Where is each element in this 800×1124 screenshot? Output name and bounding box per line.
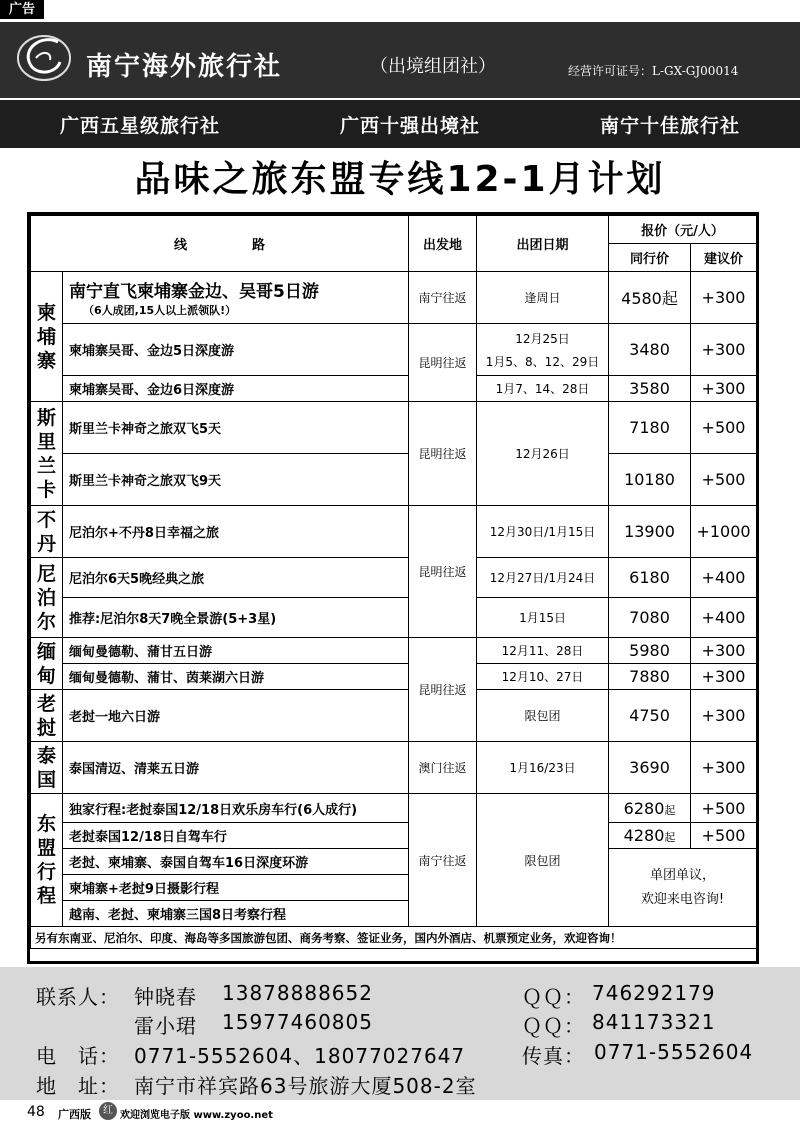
suggested-price: +500	[691, 454, 757, 506]
honors-bar	[0, 100, 800, 148]
peer-price: 6180	[609, 558, 691, 598]
honor-item: 广西十强出境社	[339, 114, 480, 137]
table-row	[31, 454, 757, 506]
page-number: 48	[27, 1104, 45, 1120]
suggested-price: +300	[691, 742, 757, 794]
contact-phone: 13878888652	[222, 981, 373, 1005]
tour-dates: 限包团	[477, 794, 609, 927]
peer-price: 5980	[609, 638, 691, 664]
peer-price: 7880	[609, 664, 691, 690]
contact-panel	[0, 967, 800, 1100]
route-name: 斯里兰卡神奇之旅双飞5天	[63, 402, 409, 454]
header-route: 线 路	[31, 216, 409, 272]
qq-label: ＱＱ：	[522, 1014, 585, 1038]
route-name: 泰国清迈、清莱五日游	[63, 742, 409, 794]
peer-price: 13900	[609, 506, 691, 558]
contact-person: 钟晓春	[134, 985, 197, 1009]
contact-label: 联系人：	[36, 985, 120, 1009]
table-row	[31, 638, 757, 664]
peer-price: 4280起	[609, 823, 691, 849]
tel-number: 0771-5552604、18077027647	[134, 1044, 466, 1068]
tour-dates: 限包团	[477, 690, 609, 742]
region-bhutan: 不 丹	[31, 506, 63, 558]
page-footer	[0, 1100, 800, 1124]
suggested-price: +400	[691, 558, 757, 598]
route-name: 推荐:尼泊尔8天7晚全景游(5+3星)	[63, 598, 409, 638]
contact-phone: 15977460805	[222, 1010, 373, 1034]
region-laos: 老 挝	[31, 690, 63, 742]
red-badge-icon: 红	[99, 1102, 117, 1120]
table-row	[31, 664, 757, 690]
region-nepal: 尼 泊 尔	[31, 558, 63, 638]
peer-price: 3480	[609, 324, 691, 376]
honor-item: 南宁十佳旅行社	[599, 114, 740, 137]
region-thailand: 泰 国	[31, 742, 63, 794]
suggested-price: +300	[691, 664, 757, 690]
table-row	[31, 849, 757, 875]
suggested-price: +300	[691, 690, 757, 742]
suggested-price: +500	[691, 823, 757, 849]
route-name: 尼泊尔6天5晚经典之旅	[63, 558, 409, 598]
route-name: 越南、老挝、柬埔寨三国8日考察行程	[63, 901, 409, 927]
suggested-price: +300	[691, 376, 757, 402]
route-name: 缅甸曼德勒、蒲甘五日游	[63, 638, 409, 664]
depart-city: 昆明往返	[409, 402, 477, 506]
route-name: 老挝、柬埔寨、泰国自驾车16日深度环游	[63, 849, 409, 875]
tour-dates: 1月15日	[477, 598, 609, 638]
license-number: 经营许可证号：L-GX-GJ00014	[568, 64, 739, 78]
header-banner	[0, 22, 800, 98]
depart-city: 澳门往返	[409, 742, 477, 794]
suggested-price: +300	[691, 324, 757, 376]
table-row	[31, 558, 757, 598]
negotiate-note: 单团单议， 欢迎来电咨询!	[609, 849, 757, 927]
website-link[interactable]: 欢迎浏览电子版 www.zyoo.net	[120, 1110, 273, 1121]
route-name: 柬埔寨+老挝9日摄影行程	[63, 875, 409, 901]
tour-dates: 1月16/23日	[477, 742, 609, 794]
route-name: 南宁直飞柬埔寨金边、吴哥5日游 （6人成团,15人以上派领队!）	[63, 272, 409, 324]
region-asean: 东 盟 行 程	[31, 794, 63, 927]
table-row	[31, 690, 757, 742]
table-row	[31, 402, 757, 454]
suggested-price: +500	[691, 402, 757, 454]
peer-price: 4580起	[609, 272, 691, 324]
header-peer-price: 同行价	[609, 244, 691, 272]
logo-swirl-icon	[14, 28, 74, 88]
depart-city: 南宁往返	[409, 794, 477, 927]
suggested-price: +500	[691, 794, 757, 823]
suggested-price: +300	[691, 272, 757, 324]
header-depart: 出发地	[409, 216, 477, 272]
table-row	[31, 324, 757, 376]
tour-dates: 12月27日/1月24日	[477, 558, 609, 598]
suggested-price: +1000	[691, 506, 757, 558]
route-name: 缅甸曼德勒、蒲甘、茵莱湖六日游	[63, 664, 409, 690]
depart-city: 昆明往返	[409, 506, 477, 638]
region-myanmar: 缅 甸	[31, 638, 63, 690]
suggested-price: +400	[691, 598, 757, 638]
edition-label: 广西版	[58, 1108, 91, 1121]
header-dates: 出团日期	[477, 216, 609, 272]
agency-name: 南宁海外旅行社	[86, 52, 283, 82]
tour-dates: 12月25日 1月5、8、12、29日	[477, 324, 609, 376]
peer-price: 6280起	[609, 794, 691, 823]
region-cambodia: 柬 埔 寨	[31, 272, 63, 402]
agency-subtitle: （出境组团社）	[370, 56, 496, 77]
table-row	[31, 823, 757, 849]
depart-city: 昆明往返	[409, 638, 477, 742]
peer-price: 10180	[609, 454, 691, 506]
peer-price: 4750	[609, 690, 691, 742]
peer-price: 7180	[609, 402, 691, 454]
tour-table	[27, 212, 759, 964]
route-name: 独家行程:老挝泰国12/18日欢乐房车行(6人成行)	[63, 794, 409, 823]
route-name: 老挝一地六日游	[63, 690, 409, 742]
peer-price: 3690	[609, 742, 691, 794]
tel-label: 电 话：	[36, 1044, 120, 1068]
tour-dates: 12月26日	[477, 402, 609, 506]
tour-dates: 逢周日	[477, 272, 609, 324]
address: 南宁市祥宾路63号旅游大厦508-2室	[134, 1074, 477, 1098]
page-title: 品味之旅东盟专线12-1月计划	[134, 159, 666, 200]
fax-number: 0771-5552604	[594, 1040, 754, 1064]
route-name: 柬埔寨吴哥、金边5日深度游	[63, 324, 409, 376]
depart-city: 南宁往返	[409, 272, 477, 324]
qq-number: 746292179	[592, 981, 716, 1005]
table-row	[31, 272, 757, 324]
peer-price: 3580	[609, 376, 691, 402]
address-label: 地 址：	[36, 1074, 120, 1098]
table-row	[31, 598, 757, 638]
depart-city: 昆明往返	[409, 324, 477, 402]
footnote: 另有东南亚、尼泊尔、印度、海岛等多国旅游包团、商务考察、签证业务，国内外酒店、机票预定业务，欢迎咨询！	[31, 927, 757, 949]
tour-dates: 1月7、14、28日	[477, 376, 609, 402]
table-row	[31, 376, 757, 402]
honor-item: 广西五星级旅行社	[59, 114, 220, 137]
header-suggested-price: 建议价	[691, 244, 757, 272]
suggested-price: +300	[691, 638, 757, 664]
tour-dates: 12月11、28日	[477, 638, 609, 664]
fax-label: 传真：	[522, 1044, 585, 1068]
ad-tag: 广告	[0, 0, 44, 19]
contact-person: 雷小珺	[134, 1014, 197, 1038]
qq-label: ＱＱ：	[522, 985, 585, 1009]
region-srilanka: 斯 里 兰 卡	[31, 402, 63, 506]
qq-number: 841173321	[592, 1010, 716, 1034]
route-name: 老挝泰国12/18日自驾车行	[63, 823, 409, 849]
route-name: 柬埔寨吴哥、金边6日深度游	[63, 376, 409, 402]
table-row	[31, 742, 757, 794]
header-price: 报价（元/人）	[609, 216, 757, 244]
peer-price: 7080	[609, 598, 691, 638]
tour-dates: 12月30日/1月15日	[477, 506, 609, 558]
tour-dates: 12月10、27日	[477, 664, 609, 690]
table-row	[31, 794, 757, 823]
route-name: 斯里兰卡神奇之旅双飞9天	[63, 454, 409, 506]
table-row	[31, 506, 757, 558]
route-name: 尼泊尔+不丹8日幸福之旅	[63, 506, 409, 558]
